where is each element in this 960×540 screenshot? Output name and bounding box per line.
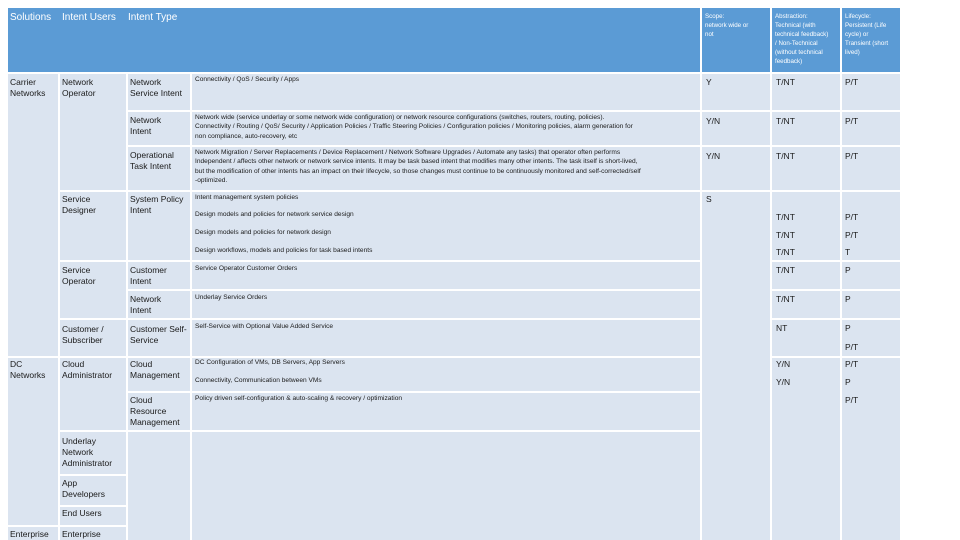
type-network-intent-2: Network Intent: [130, 294, 162, 315]
scope-sep-2: [702, 145, 770, 147]
type-network-intent: Network Intent: [130, 115, 162, 136]
desc-customer-orders: Service Operator Customer Orders: [195, 265, 298, 272]
lifecycle-value: T: [845, 247, 851, 257]
desc-sep-5: [192, 289, 700, 291]
types-sep-4: [128, 260, 190, 262]
user-cloud-administrator: Cloud Administrator: [62, 359, 113, 380]
solution-carrier-networks: Carrier Networks: [10, 77, 46, 98]
desc-sep-6: [192, 318, 700, 320]
type-customer-self-service: Customer Self- Service: [130, 324, 187, 345]
type-operational-task-intent: Operational Task Intent: [130, 150, 174, 171]
users-sep-1: [60, 190, 126, 192]
desc-task-based-design: Design workflows, models and policies for task based intents: [195, 247, 373, 254]
header-lifecycle: Lifecycle: Persistent (Life cycle) or Transient (short lived): [845, 13, 889, 56]
lifecycle-value: P/T: [845, 230, 859, 240]
lifecycle-value: P/T: [845, 77, 859, 87]
col-descriptions-bg: [192, 74, 700, 540]
abs-sep-3: [772, 190, 840, 192]
desc-network-service-intent: Connectivity / QoS / Security / Apps: [195, 76, 300, 83]
abs-sep-5: [772, 289, 840, 291]
users-sep-2: [60, 260, 126, 262]
col-scope-bg: [702, 74, 770, 540]
solution-dc-networks: DC Networks: [10, 359, 46, 380]
users-sep-5: [60, 430, 126, 432]
type-cloud-management: Cloud Management: [130, 359, 180, 380]
user-service-operator: Service Operator: [62, 265, 96, 286]
desc-network-intent: Network wide (service underlay or some network wide configuration) or network resource configurations (switches, routers, routing, policies). Connectivity / Routing / QoS/ Security / Application Policies / Traffic Steering Policies / Configuration policies / Monitoring policies, alarm generation for non compliance, auto-recovery, etc: [195, 114, 633, 140]
types-sep-8: [128, 391, 190, 393]
scope-value: Y/N: [706, 151, 721, 161]
users-sep-8: [60, 525, 126, 527]
desc-operational-task-intent: Network Migration / Server Replacements / Device Replacement / Network Software Upgrades / Automate any tasks) that operator often performs Independent / affects other network or network service intents. It may be task based intent that modifies many other intents. The task itself is short-lived, but the modification of other intents has an impact on their lifecycle, so those changes must continue to be continuously monitored and self-corrected/self -optimized.: [195, 149, 641, 185]
desc-self-service: Self-Service with Optional Value Added Service: [195, 323, 334, 330]
lifecycle-value: P: [845, 323, 851, 333]
user-enterprise: Enterprise: [62, 529, 101, 539]
users-sep-4: [60, 356, 126, 358]
col-solutions-bg: [8, 74, 58, 540]
lifecycle-value: P/T: [845, 395, 859, 405]
desc-underlay-service-orders: Underlay Service Orders: [195, 294, 268, 301]
type-cloud-resource-management: Cloud Resource Management: [130, 395, 180, 427]
user-end-users: End Users: [62, 508, 102, 518]
abstraction-value: Y/N: [776, 359, 791, 369]
col-solutions-sep-2: [8, 525, 58, 527]
header-solutions: Solutions: [10, 12, 52, 23]
header-abstraction: Abstraction: Technical (with technical feedback) / Non-Technical (without technical feedback): [775, 13, 829, 65]
desc-sep-2: [192, 145, 700, 147]
abstraction-value: T/NT: [776, 151, 795, 161]
users-sep-3: [60, 318, 126, 320]
desc-dc-configuration: DC Configuration of VMs, DB Servers, App Servers: [195, 359, 345, 366]
desc-sep-9: [192, 430, 700, 432]
lifecycle-value: P/T: [845, 151, 859, 161]
lifecycle-value: P/T: [845, 342, 859, 352]
life-sep-2: [842, 145, 900, 147]
types-sep-3: [128, 190, 190, 192]
desc-policy-self-configuration: Policy driven self-configuration & auto-scaling & recovery / optimization: [195, 395, 403, 402]
abs-sep-6: [772, 318, 840, 320]
header-intent-users: Intent Users: [62, 12, 116, 23]
abstraction-value: T/NT: [776, 116, 795, 126]
abstraction-value: T/NT: [776, 230, 795, 240]
life-sep-3: [842, 190, 900, 192]
types-sep-2: [128, 145, 190, 147]
col-solutions-sep: [8, 356, 58, 358]
lifecycle-value: P/T: [845, 212, 859, 222]
abstraction-value: T/NT: [776, 212, 795, 222]
abs-sep-2: [772, 145, 840, 147]
life-sep-7: [842, 356, 900, 358]
col-abstraction-bg: [772, 74, 840, 540]
users-sep-6: [60, 474, 126, 476]
col-users-bg: [60, 74, 126, 540]
desc-sep-1: [192, 110, 700, 112]
abstraction-value: Y/N: [776, 377, 791, 387]
desc-sep-8: [192, 391, 700, 393]
user-app-developers: App Developers: [62, 478, 105, 499]
lifecycle-value: P: [845, 377, 851, 387]
type-system-policy-intent: System Policy Intent: [130, 194, 184, 215]
abs-sep-7: [772, 356, 840, 358]
scope-sep-1: [702, 110, 770, 112]
type-customer-intent: Customer Intent: [130, 265, 167, 286]
abstraction-value: T/NT: [776, 294, 795, 304]
lifecycle-value: P/T: [845, 116, 859, 126]
solution-enterprise: Enterprise: [10, 529, 49, 539]
desc-network-service-design: Design models and policies for network service design: [195, 211, 354, 218]
desc-system-policy-intent: Intent management system policies: [195, 194, 299, 201]
col-lifecycle-bg: [842, 74, 900, 540]
abs-sep-1: [772, 110, 840, 112]
user-underlay-network-administrator: Underlay Network Administrator: [62, 436, 113, 468]
lifecycle-value: P: [845, 294, 851, 304]
life-sep-4: [842, 260, 900, 262]
types-sep-7: [128, 356, 190, 358]
scope-value: Y: [706, 77, 712, 87]
types-sep-6: [128, 318, 190, 320]
desc-vm-connectivity: Connectivity, Communication between VMs: [195, 377, 322, 384]
scope-value: Y/N: [706, 116, 721, 126]
types-sep-5: [128, 289, 190, 291]
user-service-designer: Service Designer: [62, 194, 97, 215]
scope-value: S: [706, 194, 712, 204]
life-sep-6: [842, 318, 900, 320]
life-sep-1: [842, 110, 900, 112]
types-sep-1: [128, 110, 190, 112]
abstraction-value: T/NT: [776, 247, 795, 257]
abstraction-value: T/NT: [776, 77, 795, 87]
life-sep-5: [842, 289, 900, 291]
abs-sep-4: [772, 260, 840, 262]
header-intent-type: Intent Type: [128, 12, 178, 23]
desc-sep-3: [192, 190, 700, 192]
header-scope: Scope: network wide or not: [705, 13, 749, 38]
lifecycle-value: P/T: [845, 359, 859, 369]
abstraction-value: NT: [776, 323, 788, 333]
type-network-service-intent: Network Service Intent: [130, 77, 182, 98]
users-sep-7: [60, 505, 126, 507]
scope-sep-3: [702, 190, 770, 192]
abstraction-value: T/NT: [776, 265, 795, 275]
user-customer-subscriber: Customer / Subscriber: [62, 324, 104, 345]
desc-network-design: Design models and policies for network design: [195, 229, 331, 236]
lifecycle-value: P: [845, 265, 851, 275]
types-sep-9: [128, 430, 190, 432]
user-network-operator: Network Operator: [62, 77, 96, 98]
desc-sep-4: [192, 260, 700, 262]
